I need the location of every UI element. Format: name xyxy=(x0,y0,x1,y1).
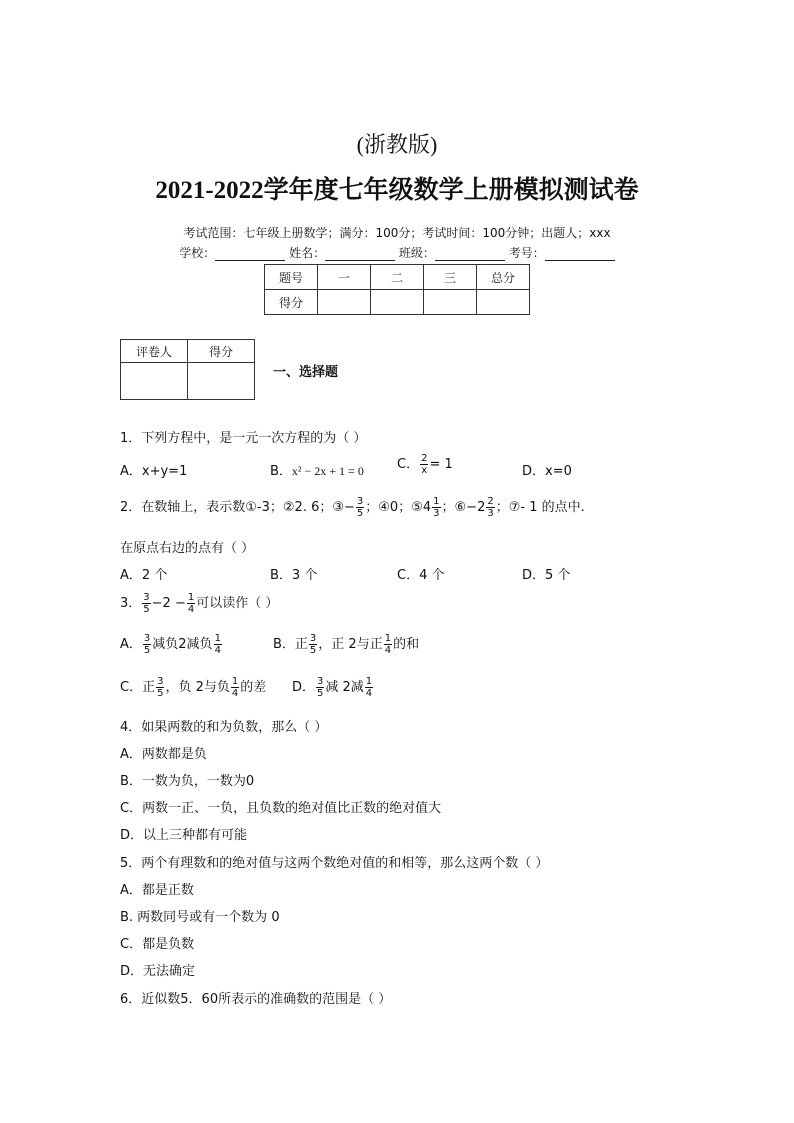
question-2-stem xyxy=(120,496,585,519)
q2-part: ；⑦- 1 的点中. xyxy=(495,500,585,515)
grader-cell[interactable] xyxy=(121,363,188,400)
q4-option-a: A．两数都是负 xyxy=(120,747,207,762)
score-cell[interactable] xyxy=(371,290,424,315)
numerator: 1 xyxy=(384,633,392,644)
score-header-row xyxy=(265,265,530,290)
fraction xyxy=(142,592,150,615)
q1-option-a: A．x+y=1 xyxy=(120,464,188,479)
class-label: 班级： xyxy=(398,246,435,260)
denominator: 4 xyxy=(365,688,373,699)
option-text: 的差 xyxy=(240,680,267,695)
denominator: 3 xyxy=(433,508,440,519)
q4-option-d: D．以上三种都有可能 xyxy=(120,828,248,843)
option-label: D． xyxy=(292,680,316,695)
numerator: 1 xyxy=(187,592,195,603)
school-blank[interactable] xyxy=(215,248,285,261)
fraction xyxy=(486,496,494,519)
fraction xyxy=(432,496,440,519)
question-3-stem xyxy=(120,592,278,615)
grader-table xyxy=(120,339,255,400)
school-label: 学校： xyxy=(179,246,216,260)
fraction xyxy=(365,676,373,699)
name-blank[interactable] xyxy=(325,248,395,261)
q4-option-b: B．一数为负，一数为0 xyxy=(120,774,255,789)
option-text: 减负2减负 xyxy=(152,637,213,652)
student-fields xyxy=(0,244,794,261)
denominator: 5 xyxy=(143,645,151,656)
fraction xyxy=(143,633,151,656)
numerator: 3 xyxy=(143,592,150,603)
question-number: 3． xyxy=(120,596,142,611)
q2-option-d: D．5 个 xyxy=(522,568,571,583)
q2-part: ；⑥−2 xyxy=(441,500,486,515)
q2-option-b: B．3 个 xyxy=(270,568,318,583)
numerator: 3 xyxy=(309,633,317,644)
score-header-cell: 三 xyxy=(424,265,477,290)
option-text: ，正 2与正 xyxy=(318,637,383,652)
q3-option-d xyxy=(292,676,374,699)
numerator: 3 xyxy=(356,496,364,507)
fraction xyxy=(316,676,324,699)
q3-option-a xyxy=(120,633,223,656)
option-label: B． xyxy=(270,464,292,479)
score-row-label: 得分 xyxy=(265,290,318,315)
fraction xyxy=(156,676,164,699)
equation-rest: = 1 xyxy=(429,457,453,472)
option-text: 的和 xyxy=(393,637,420,652)
q3-option-c xyxy=(120,676,266,699)
numerator: 3 xyxy=(143,633,151,644)
score-header-cell: 一 xyxy=(318,265,371,290)
fraction xyxy=(309,633,317,656)
denominator: 5 xyxy=(309,645,317,656)
q3-part: −2 − xyxy=(151,596,186,611)
q5-option-d: D．无法确定 xyxy=(120,964,196,979)
denominator: 5 xyxy=(157,688,164,699)
q2-option-c: C．4 个 xyxy=(397,568,445,583)
denominator: 5 xyxy=(317,688,324,699)
q1-option-c xyxy=(397,453,453,476)
score-cell[interactable] xyxy=(477,290,530,315)
option-text: 减 2减 xyxy=(325,680,364,695)
fraction xyxy=(420,453,428,476)
grader-header-cell: 评卷人 xyxy=(121,340,188,363)
option-label: C． xyxy=(397,457,420,472)
option-label: B．正 xyxy=(273,637,308,652)
fraction xyxy=(187,592,195,615)
exam-info: 考试范围：七年级上册数学；满分：100分；考试时间：100分钟；出题人；xxx xyxy=(183,226,611,240)
grader-value-row xyxy=(121,363,255,400)
numerator: 1 xyxy=(433,496,440,507)
question-2-line2: 在原点右边的点有（ ） xyxy=(120,541,255,556)
q4-option-c: C．两数一正、一负，且负数的绝对值比正数的绝对值大 xyxy=(120,801,442,816)
class-blank[interactable] xyxy=(435,248,505,261)
question-5-stem: 5．两个有理数和的绝对值与这两个数绝对值的和相等，那么这两个数（ ） xyxy=(120,856,549,871)
denominator: 4 xyxy=(187,604,195,615)
denominator: x xyxy=(421,465,428,476)
option-label: A． xyxy=(120,637,142,652)
q3-option-b xyxy=(273,633,419,656)
score-cell[interactable] xyxy=(424,290,477,315)
q2-option-a: A．2 个 xyxy=(120,568,168,583)
denominator: 5 xyxy=(143,604,150,615)
grader-header-cell: 得分 xyxy=(188,340,255,363)
score-value-row xyxy=(265,290,530,315)
q2-part: ；④0；⑤4 xyxy=(365,500,432,515)
question-6-stem: 6．近似数5．60所表示的准确数的范围是（ ） xyxy=(120,992,392,1007)
denominator: 4 xyxy=(384,645,392,656)
name-label: 姓名： xyxy=(289,246,326,260)
denominator: 5 xyxy=(356,508,364,519)
numerator: 2 xyxy=(487,496,494,507)
denominator: 4 xyxy=(214,645,221,656)
exam-title: 2021-2022学年度七年级数学上册模拟测试卷 xyxy=(155,177,639,204)
q3-part: 可以读作（ ） xyxy=(196,596,279,611)
q5-option-b: B. 两数同号或有一个数为 0 xyxy=(120,910,280,925)
numerator: 1 xyxy=(214,633,221,644)
numerator: 2 xyxy=(421,453,428,464)
q1-option-b xyxy=(270,460,364,479)
fraction xyxy=(214,633,222,656)
grader-cell[interactable] xyxy=(188,363,255,400)
numerator: 1 xyxy=(231,676,239,687)
score-cell[interactable] xyxy=(318,290,371,315)
numerator: 1 xyxy=(365,676,373,687)
number-label: 考号： xyxy=(508,246,545,260)
section-heading: 一、选择题 xyxy=(273,365,339,380)
fraction xyxy=(356,496,364,519)
denominator: 3 xyxy=(487,508,494,519)
q2-part: 2．在数轴上，表示数①-3；②2. 6；③− xyxy=(120,500,355,515)
score-header-cell: 题号 xyxy=(265,265,318,290)
question-1-stem: 1．下列方程中，是一元一次方程的为（ ） xyxy=(120,431,367,446)
q1-option-d: D．x=0 xyxy=(522,464,572,479)
q1-equation: x² − 2x + 1 = 0 xyxy=(291,464,364,478)
denominator: 4 xyxy=(231,688,239,699)
q5-option-a: A．都是正数 xyxy=(120,883,194,898)
exam-edition: (浙教版) xyxy=(356,132,438,157)
fraction xyxy=(384,633,392,656)
number-blank[interactable] xyxy=(545,248,615,261)
question-4-stem: 4．如果两数的和为负数，那么（ ） xyxy=(120,720,328,735)
score-header-cell: 总分 xyxy=(477,265,530,290)
q5-option-c: C．都是负数 xyxy=(120,937,195,952)
fraction xyxy=(231,676,239,699)
option-label: C．正 xyxy=(120,680,156,695)
score-table xyxy=(264,264,530,315)
numerator: 3 xyxy=(157,676,164,687)
option-text: ，负 2与负 xyxy=(165,680,230,695)
grader-header-row xyxy=(121,340,255,363)
score-header-cell: 二 xyxy=(371,265,424,290)
numerator: 3 xyxy=(317,676,324,687)
